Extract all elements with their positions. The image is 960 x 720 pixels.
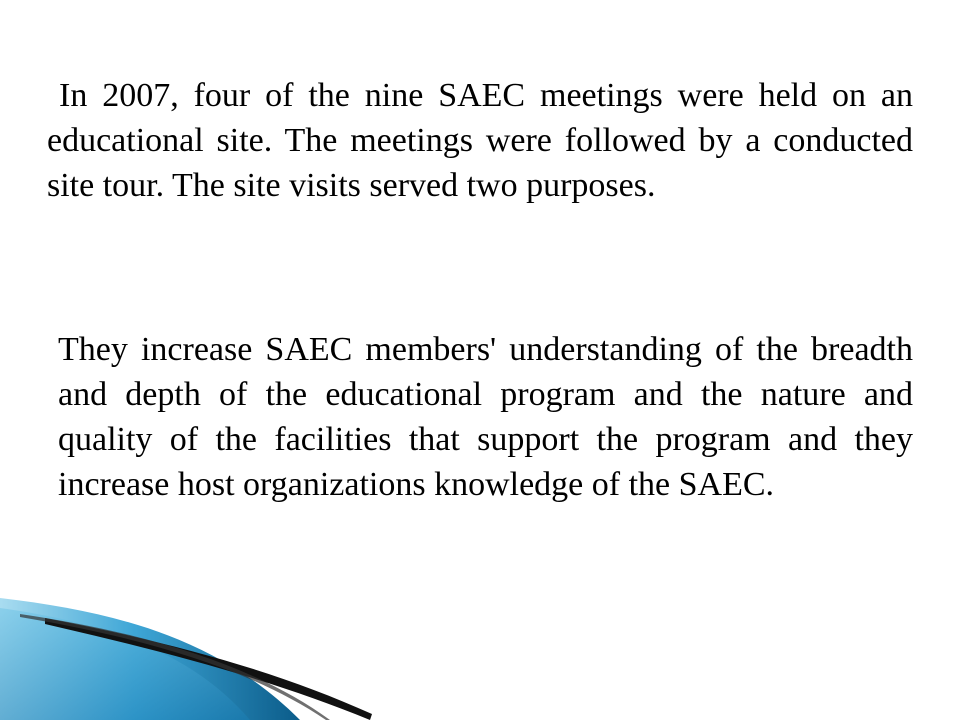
thin-taper-stroke: [20, 614, 330, 720]
blue-swoosh-shape: [0, 598, 300, 720]
blue-swoosh-highlight: [0, 608, 250, 720]
dark-taper-stroke: [45, 618, 372, 720]
paragraph-purposes: They increase SAEC members' understanding of the breadth and depth of the educational program and the nature and quality of the facilities that support the program and they increase host organizations knowledge of the SAEC.: [58, 331, 913, 503]
paragraph-site-visits: In 2007, four of the nine SAEC meetings were held on an educational site. The meetings were followed by a conducted site tour. The site visits served two purposes.: [47, 77, 913, 204]
